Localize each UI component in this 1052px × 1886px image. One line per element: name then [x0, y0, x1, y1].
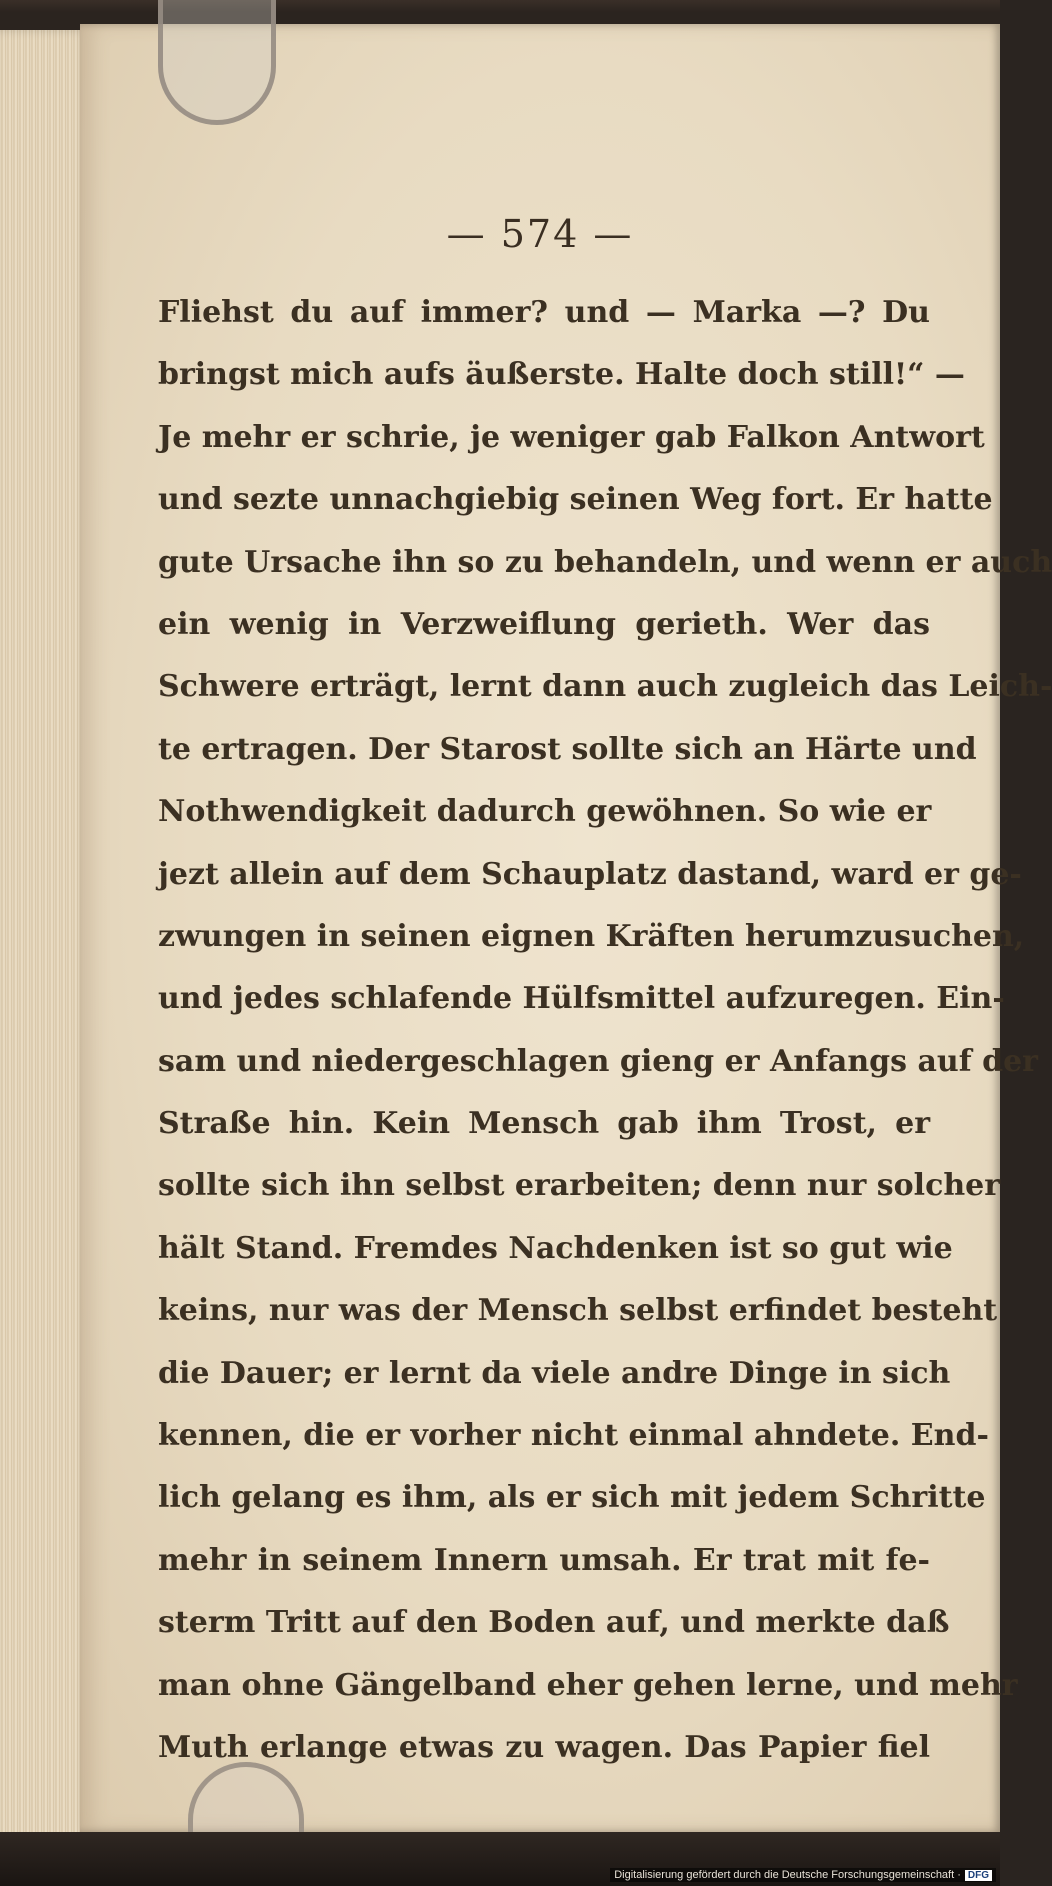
text-line: ein wenig in Verzweiflung gerieth. Wer das — [158, 606, 930, 642]
digitization-credit — [610, 1868, 996, 1882]
text-line: Fliehst du auf immer? und — Marka —? Du — [158, 295, 930, 330]
page-text — [158, 282, 1052, 1779]
text-line: gute Ursache ihn so zu behandeln, und wenn er auch — [158, 544, 1052, 580]
text-line: kennen, die er vorher nicht einmal ahndete. End- — [158, 1418, 989, 1454]
text-line: sam und niedergeschlagen gieng er Anfangs auf der — [158, 1043, 1038, 1079]
text-line: und jedes schlafende Hülfsmittel aufzuregen. Ein- — [158, 981, 1005, 1017]
credit-text: Digitalisierung gefördert durch die Deutsche Forschungsgemeinschaft · — [614, 1869, 961, 1881]
paper-clip-top — [158, 0, 276, 125]
text-line: keins, nur was der Mensch selbst erfindet besteht — [158, 1293, 998, 1329]
text-line: Je mehr er schrie, je weniger gab Falkon Antwort — [158, 419, 985, 455]
text-line: Schwere erträgt, lernt dann auch zugleich das Leich- — [158, 669, 1052, 705]
text-line: man ohne Gängelband eher gehen lerne, und mehr — [158, 1667, 1018, 1703]
page-edges — [0, 30, 90, 1860]
text-line: mehr in seinem Innern umsah. Er trat mit fe- — [158, 1542, 930, 1578]
text-line: sterm Tritt auf den Boden auf, und merkte daß — [158, 1605, 950, 1641]
text-line: hält Stand. Fremdes Nachdenken ist so gut wie — [158, 1230, 953, 1266]
text-line: te ertragen. Der Starost sollte sich an Härte und — [158, 731, 977, 767]
page-number: — 574 — — [446, 212, 634, 256]
text-line: und sezte unnachgiebig seinen Weg fort. Er hatte — [158, 482, 993, 518]
dfg-logo: DFG — [965, 1870, 992, 1881]
text-line: sollte sich ihn selbst erarbeiten; denn nur solcher — [158, 1168, 1001, 1204]
text-line: lich gelang es ihm, als er sich mit jedem Schritte — [158, 1480, 986, 1516]
text-line: jezt allein auf dem Schauplatz dastand, ward er ge- — [158, 856, 1022, 892]
text-line: zwungen in seinen eignen Kräften herumzusuchen, — [158, 918, 1025, 954]
text-line: die Dauer; er lernt da viele andre Dinge in sich — [158, 1355, 951, 1391]
text-line: bringst mich aufs äußerste. Halte doch still!“ — — [158, 357, 965, 393]
text-line: Straße hin. Kein Mensch gab ihm Trost, er — [158, 1106, 930, 1142]
text-line: Muth erlange etwas zu wagen. Das Papier fiel — [158, 1729, 930, 1765]
text-line: Nothwendigkeit dadurch gewöhnen. So wie er — [158, 794, 932, 830]
